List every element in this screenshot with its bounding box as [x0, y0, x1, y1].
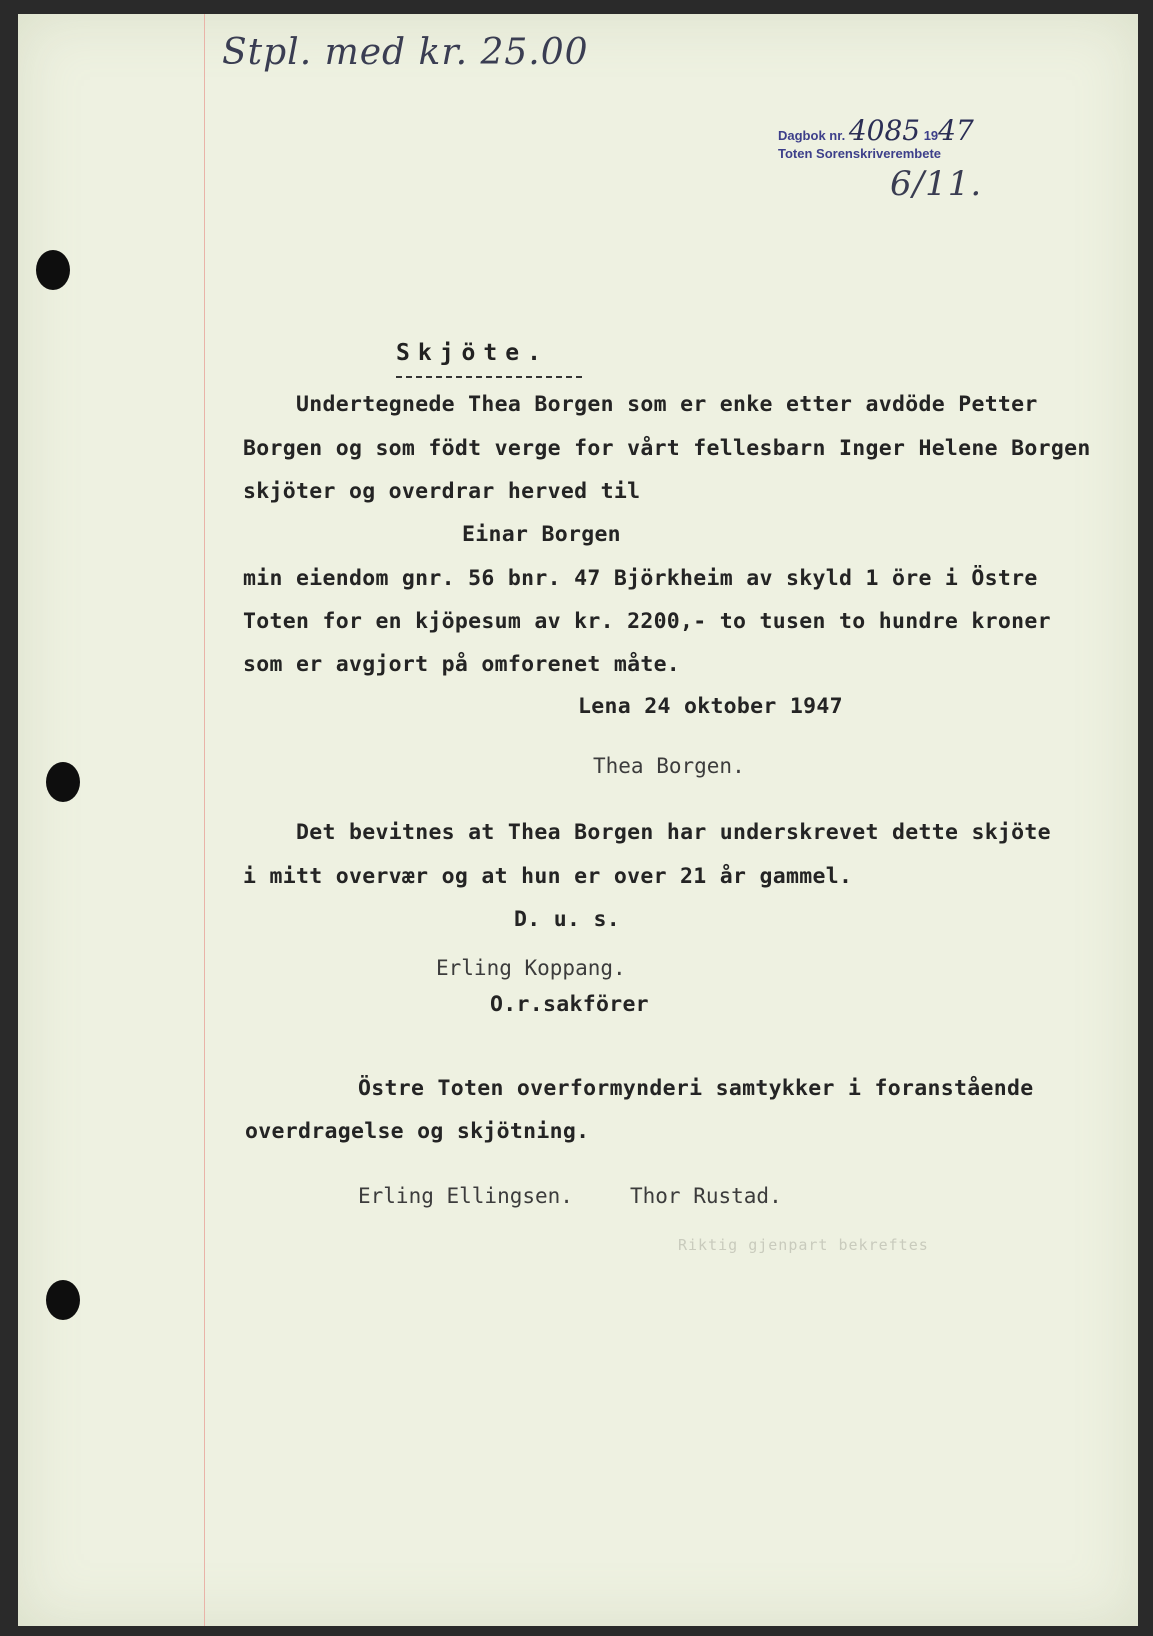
- title-underline: [396, 376, 582, 378]
- margin-line: [204, 14, 205, 1626]
- punch-hole: [46, 1280, 80, 1320]
- signature-thor-rustad: Thor Rustad.: [630, 1184, 782, 1208]
- punch-hole: [46, 762, 80, 802]
- place-date: Lena 24 oktober 1947: [578, 694, 843, 719]
- paragraph2-line: som er avgjort på omforenet måte.: [243, 652, 681, 677]
- paragraph2-line: Toten for en kjöpesum av kr. 2200,- to tusen to hundre kroner: [243, 609, 1051, 634]
- stamp-label: Dagbok nr.: [778, 128, 846, 143]
- paragraph2-line: min eiendom gnr. 56 bnr. 47 Björkheim av skyld 1 öre i Östre: [243, 566, 1038, 591]
- paragraph1-line: Borgen og som födt verge for vårt fellesbarn Inger Helene Borgen: [243, 436, 1091, 461]
- stamp-year-prefix: 19: [923, 128, 939, 143]
- signature-thea-borgen: Thea Borgen.: [593, 754, 745, 778]
- fee-note: Stpl. med kr. 25.00: [222, 32, 589, 73]
- registration-stamp: [778, 114, 974, 163]
- signature-erling-koppang: Erling Koppang.: [436, 956, 626, 980]
- certification-stamp: Riktig gjenpart bekreftes: [678, 1236, 929, 1254]
- consent-line: overdragelse og skjötning.: [245, 1119, 590, 1144]
- paragraph1-line: Undertegnede Thea Borgen som er enke etter avdöde Petter: [296, 392, 1038, 417]
- consent-line: Östre Toten overformynderi samtykker i foranstående: [358, 1076, 1034, 1101]
- paragraph1-line: skjöter og overdrar herved til: [243, 479, 641, 504]
- signature-erling-ellingsen: Erling Ellingsen.: [358, 1184, 573, 1208]
- stamp-office: Toten Sorenskriverembete: [778, 146, 942, 161]
- stamp-year-suffix: 47: [938, 114, 974, 147]
- document-page: [18, 14, 1138, 1626]
- stamp-number: 4085: [848, 114, 921, 147]
- witness-line: Det bevitnes at Thea Borgen har underskrevet dette skjöte: [296, 820, 1051, 845]
- recipient-name: Einar Borgen: [462, 522, 621, 547]
- witness-line: i mitt overvær og at hun er over 21 år gammel.: [243, 864, 853, 889]
- witness-title: O.r.sakförer: [490, 992, 649, 1017]
- punch-hole: [36, 250, 70, 290]
- stamp-date: 6/11.: [890, 164, 983, 204]
- document-title: Skjöte.: [396, 340, 549, 366]
- dus-abbreviation: D. u. s.: [514, 907, 620, 932]
